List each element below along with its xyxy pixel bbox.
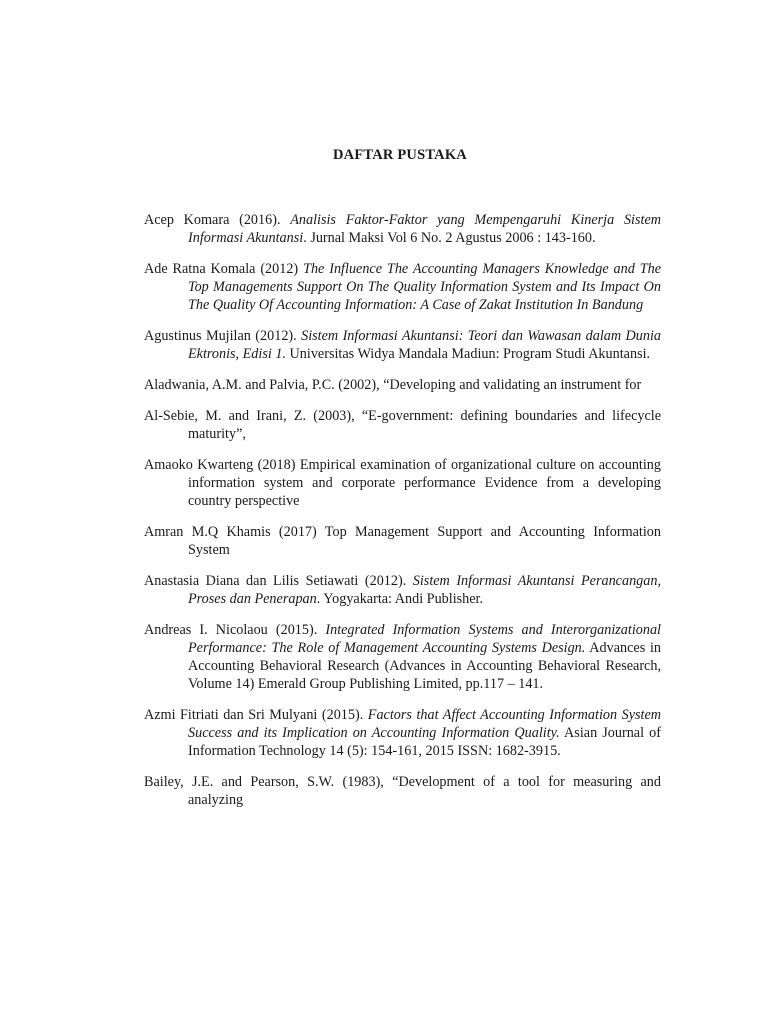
reference-italic-title: Factors that Affect Accounting Information System Success and its Implication on Accounting Information Quality. (188, 707, 661, 741)
reference-lead: Aladwania, A.M. and Palvia, P.C. (2002), “Developing and validating an instrument for (144, 377, 642, 393)
reference-lead: Al-Sebie, M. and Irani, Z. (2003), “E-government: defining boundaries and lifecycle maturity”, (144, 408, 661, 442)
reference-entry (144, 523, 661, 559)
reference-italic-title: The Influence The Accounting Managers Knowledge and The Top Managements Support On The Quality Information System and Its Impact On The Quality Of Accounting Information: A Case of Zakat Institution In Bandung (188, 261, 661, 313)
reference-lead: Andreas I. Nicolaou (2015). (144, 622, 326, 638)
reference-italic-title: Sistem Informasi Akuntansi: Teori dan Wawasan dalam Dunia Ektronis, Edisi 1. (188, 328, 662, 362)
reference-italic-title: Integrated Information Systems and Interorganizational Performance: The Role of Management Accounting Systems Design. (188, 622, 661, 656)
reference-entry (144, 211, 661, 247)
reference-lead: Agustinus Mujilan (2012). (144, 328, 302, 344)
reference-lead: Amran M.Q Khamis (2017) Top Management Support and Accounting Information System (144, 524, 661, 558)
reference-entry (144, 260, 661, 314)
reference-list (144, 211, 661, 822)
reference-entry (144, 407, 661, 443)
page-title: DAFTAR PUSTAKA (333, 147, 467, 163)
reference-lead: Azmi Fitriati dan Sri Mulyani (2015). (144, 707, 368, 723)
reference-entry (144, 376, 661, 394)
reference-lead: Acep Komara (2016). (144, 212, 291, 228)
reference-lead: Ade Ratna Komala (2012) (144, 261, 304, 277)
reference-entry (144, 572, 661, 608)
reference-tail: . Yogyakarta: Andi Publisher. (316, 591, 484, 607)
reference-italic-title: Sistem Informasi Akuntansi Perancangan, Proses dan Penerapan (188, 573, 661, 607)
reference-lead: Anastasia Diana dan Lilis Setiawati (2012). (144, 573, 413, 589)
reference-tail: Advances in Accounting Behavioral Research (Advances in Accounting Behavioral Research, Volume 14) Emerald Group Publishing Limited, pp.117 – 141. (188, 640, 661, 692)
reference-lead: Bailey, J.E. and Pearson, S.W. (1983), “Development of a tool for measuring and analyzing (144, 774, 661, 808)
reference-italic-title: Analisis Faktor-Faktor yang Mempengaruhi Kinerja Sistem Informasi Akuntansi (188, 212, 661, 246)
reference-tail: Asian Journal of Information Technology 14 (5): 154-161, 2015 ISSN: 1682-3915. (188, 725, 661, 759)
reference-entry (144, 706, 661, 760)
reference-tail: . Jurnal Maksi Vol 6 No. 2 Agustus 2006 : 143-160. (303, 230, 596, 246)
reference-entry (144, 327, 661, 363)
reference-entry (144, 621, 661, 693)
reference-tail: Universitas Widya Mandala Madiun: Program Studi Akuntansi. (286, 346, 651, 362)
reference-lead: Amaoko Kwarteng (2018) Empirical examination of organizational culture on accounting information system and corporate performance Evidence from a developing country perspective (144, 457, 661, 509)
reference-entry (144, 456, 661, 510)
reference-entry (144, 773, 661, 809)
